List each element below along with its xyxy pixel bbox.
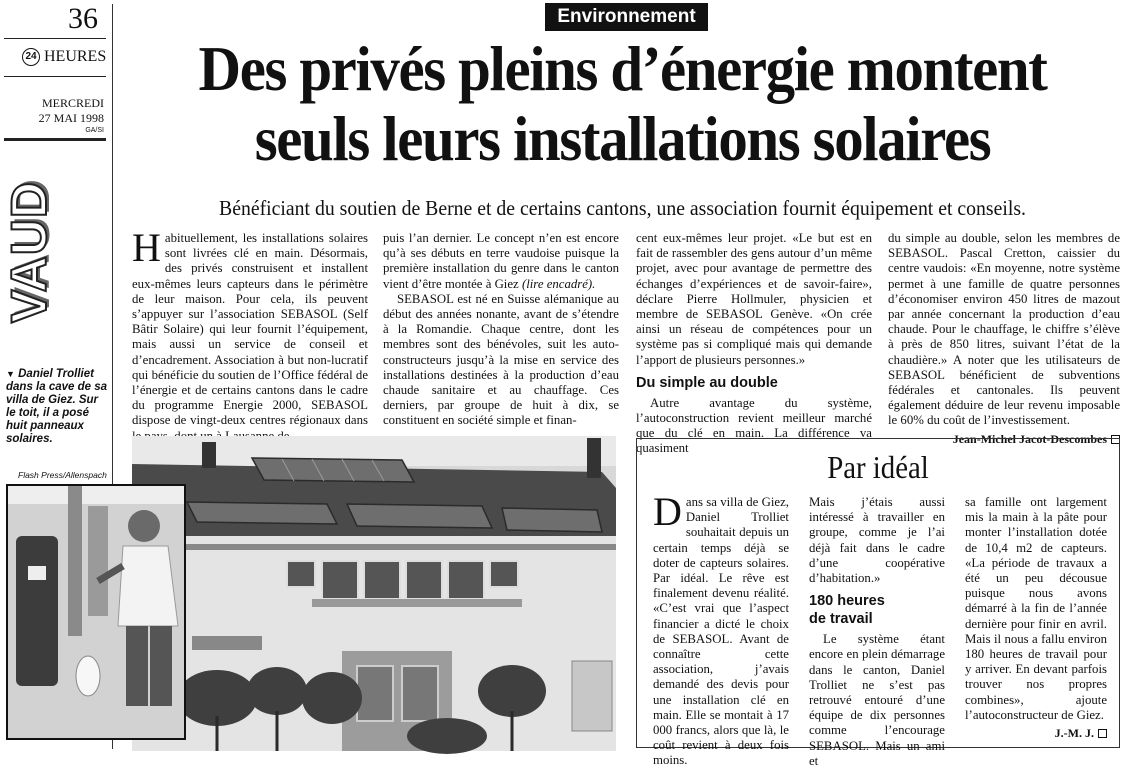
headline-line: seuls leurs installations solaires (254, 103, 991, 174)
sidebar-column-2 (809, 495, 945, 769)
sidebar-box (636, 438, 1120, 768)
divider (4, 138, 106, 141)
byline-text: Jean-Michel Jacot-Descombes (952, 431, 1107, 446)
byline-text: J.-M. J. (1054, 726, 1094, 741)
headline (160, 34, 1085, 174)
subheading-line: 180 heures (809, 593, 885, 610)
paragraph: Le système étant encore en plein démarrage dans le canton, Daniel Trolliet ne s’est pas retrouvé entouré d’une équipe de dix personnes comme l’encourage SEBASOL. Mais un ami et (809, 632, 945, 768)
house-photo (132, 436, 616, 751)
paragraph: Autre avantage du système, l’autoconstruction revient meilleur marché que du clé en main. La différence va quasiment (636, 395, 872, 456)
divider (4, 38, 106, 39)
paragraph-text: puis l’an dernier. Le concept n’en est encore qu’à ses débuts en terre vaudoise puisque la première installation du genre dans le canton vient d’être montée à Giez (383, 231, 619, 291)
region-label: VAUD (1, 181, 57, 323)
issue-date: 27 MAI 1998 (38, 111, 104, 125)
article-column-2 (383, 231, 619, 429)
triangle-icon: ▼ (6, 369, 15, 379)
cellar-photo (6, 484, 186, 740)
headline-line: Des privés pleins d’énergie montent (198, 33, 1047, 104)
article-column-1 (132, 225, 368, 444)
paragraph: sa famille ont largement mis la main à la pâte pour monter l’installation dotée de 10,4 m2 de capteurs. «La période de travaux a été un peu décousue puisque nous avons démarré à la fin de l’année dernière pour finir en avril. Mais il nous a fallu environ 180 heures de travail pour y arriver. En devant parfois trouver nos propres combines», ajoute l’autoconstructeur de Giez. (965, 495, 1107, 722)
article-column-3 (636, 231, 872, 457)
cellar-illustration (8, 486, 184, 738)
paper-name: HEURES (44, 48, 107, 65)
tiny-code: GA/SI (85, 127, 104, 134)
paragraph-text: ans sa villa de Giez, Daniel Trolliet souhaitait depuis un certain temps déjà se doter de capteurs solaires. Par idéal. Le rêve est finalement devenu réalité. «C’est vrai que l’aspect financier a dicté le choix de SEBASOL. Avant de connaître cette association, j’avais demandé des devis pour une installation clé en main. Elle se montait à 17 000 francs, alors que là, le coût revient à deux fois moins. (653, 495, 789, 768)
subheading: Du simple au double (636, 374, 778, 391)
divider (4, 76, 106, 77)
weekday: MERCREDI (41, 96, 104, 110)
paragraph-text: abituellement, les installations solaires sont livrées clé en main. Désormais, des privés construisent et installent eux-mêmes leurs capteurs dans le périmètre de leur maison. Pour cela, ils peuvent s’appuyer sur l’association SEBASOL (Self Bâtir Solaire) qui leur fournit l’équipement, mais aussi un service de conseil et d’encadrement. Association à but non-lucratif qui bénéficie du soutien de l’Office fédéral de l’énergie et de certains cantons dans le cadre du programme Energie 2000, SEBASOL dispose de vingt-deux centres régionaux dans (132, 231, 368, 428)
page-number: 36 (68, 2, 98, 35)
paragraph: SEBASOL est né en Suisse alémanique au début des années nonante, avant de s’étendre à la Romandie. Chaque centre, dont les membres sont des bénévoles, suit les auto-constructeurs jusqu’à la mise en service des installations destinées à la production d’eau chaude sanitaire et au chauffage. Ces derniers, par groupe de huit à dix, se constituent en société simple et finan- (383, 291, 619, 428)
photo-caption (6, 368, 110, 446)
section-tag: Environnement (545, 3, 708, 31)
sidebar-column-1 (653, 489, 789, 769)
deck: Bénéficiant du soutien de Berne et de certains cantons, une association fournit équipement et conseils. (219, 196, 1026, 220)
paper-logo-circle: 24 (22, 48, 40, 66)
italic-reference: (lire encadré). (521, 276, 596, 291)
drop-cap: H (132, 225, 161, 270)
paragraph (132, 225, 368, 444)
paragraph (383, 231, 619, 292)
subheading (809, 592, 945, 628)
sidebar-column-3 (965, 495, 1107, 741)
drop-cap: D (653, 489, 682, 534)
newspaper-name (22, 48, 106, 66)
article-column-4 (888, 231, 1120, 447)
house-illustration (132, 436, 616, 751)
paragraph: Mais j’étais aussi intéressé à travailler en groupe, comme je l’ai déjà fait dans le cadre d’une coopérative d’habitation.» (809, 495, 945, 586)
end-mark-icon (1098, 729, 1107, 738)
photo-credit: Flash Press/Allenspach (18, 470, 107, 480)
paragraph: du simple au double, selon les membres de SEBASOL. Pascal Cretton, caissier du centre vaudois: «En moyenne, notre système permet à une famille de quatre personnes d’économiser environ 450 litres de mazout par année concernant la production d’eau chaude. Pour le chauffage, le chiffre s’élève à près de 850 litres, suivant l’état de la chaudière.» A noter que les utilisateurs de SEBASOL bénéficient de subventions fédérales et cantonales. Ils peuvent également déduire de leur revenu imposable le 60% du coût de l’investissement. (888, 231, 1120, 428)
byline (965, 726, 1107, 741)
paragraph: cent eux-mêmes leur projet. «Le but est en fait de rassembler des gens autour d’un même projet, avec pour avantage de permettre des échanges d’expériences et de savoir-faire», déclare Pierre Hollmuler, physicien et membre de SEBASOL Genève. «On crée ainsi un réseau de compétences pour un système pas si compliqué mais qui demande l’apport de plusieurs personnes.» (636, 231, 872, 367)
sidebar-title: Par idéal (827, 449, 929, 485)
caption-text: Daniel Trolliet dans la cave de sa villa de Giez. Sur le toit, il a posé huit panneaux solaires. (6, 368, 108, 445)
subheading-line: de travail (809, 611, 873, 628)
